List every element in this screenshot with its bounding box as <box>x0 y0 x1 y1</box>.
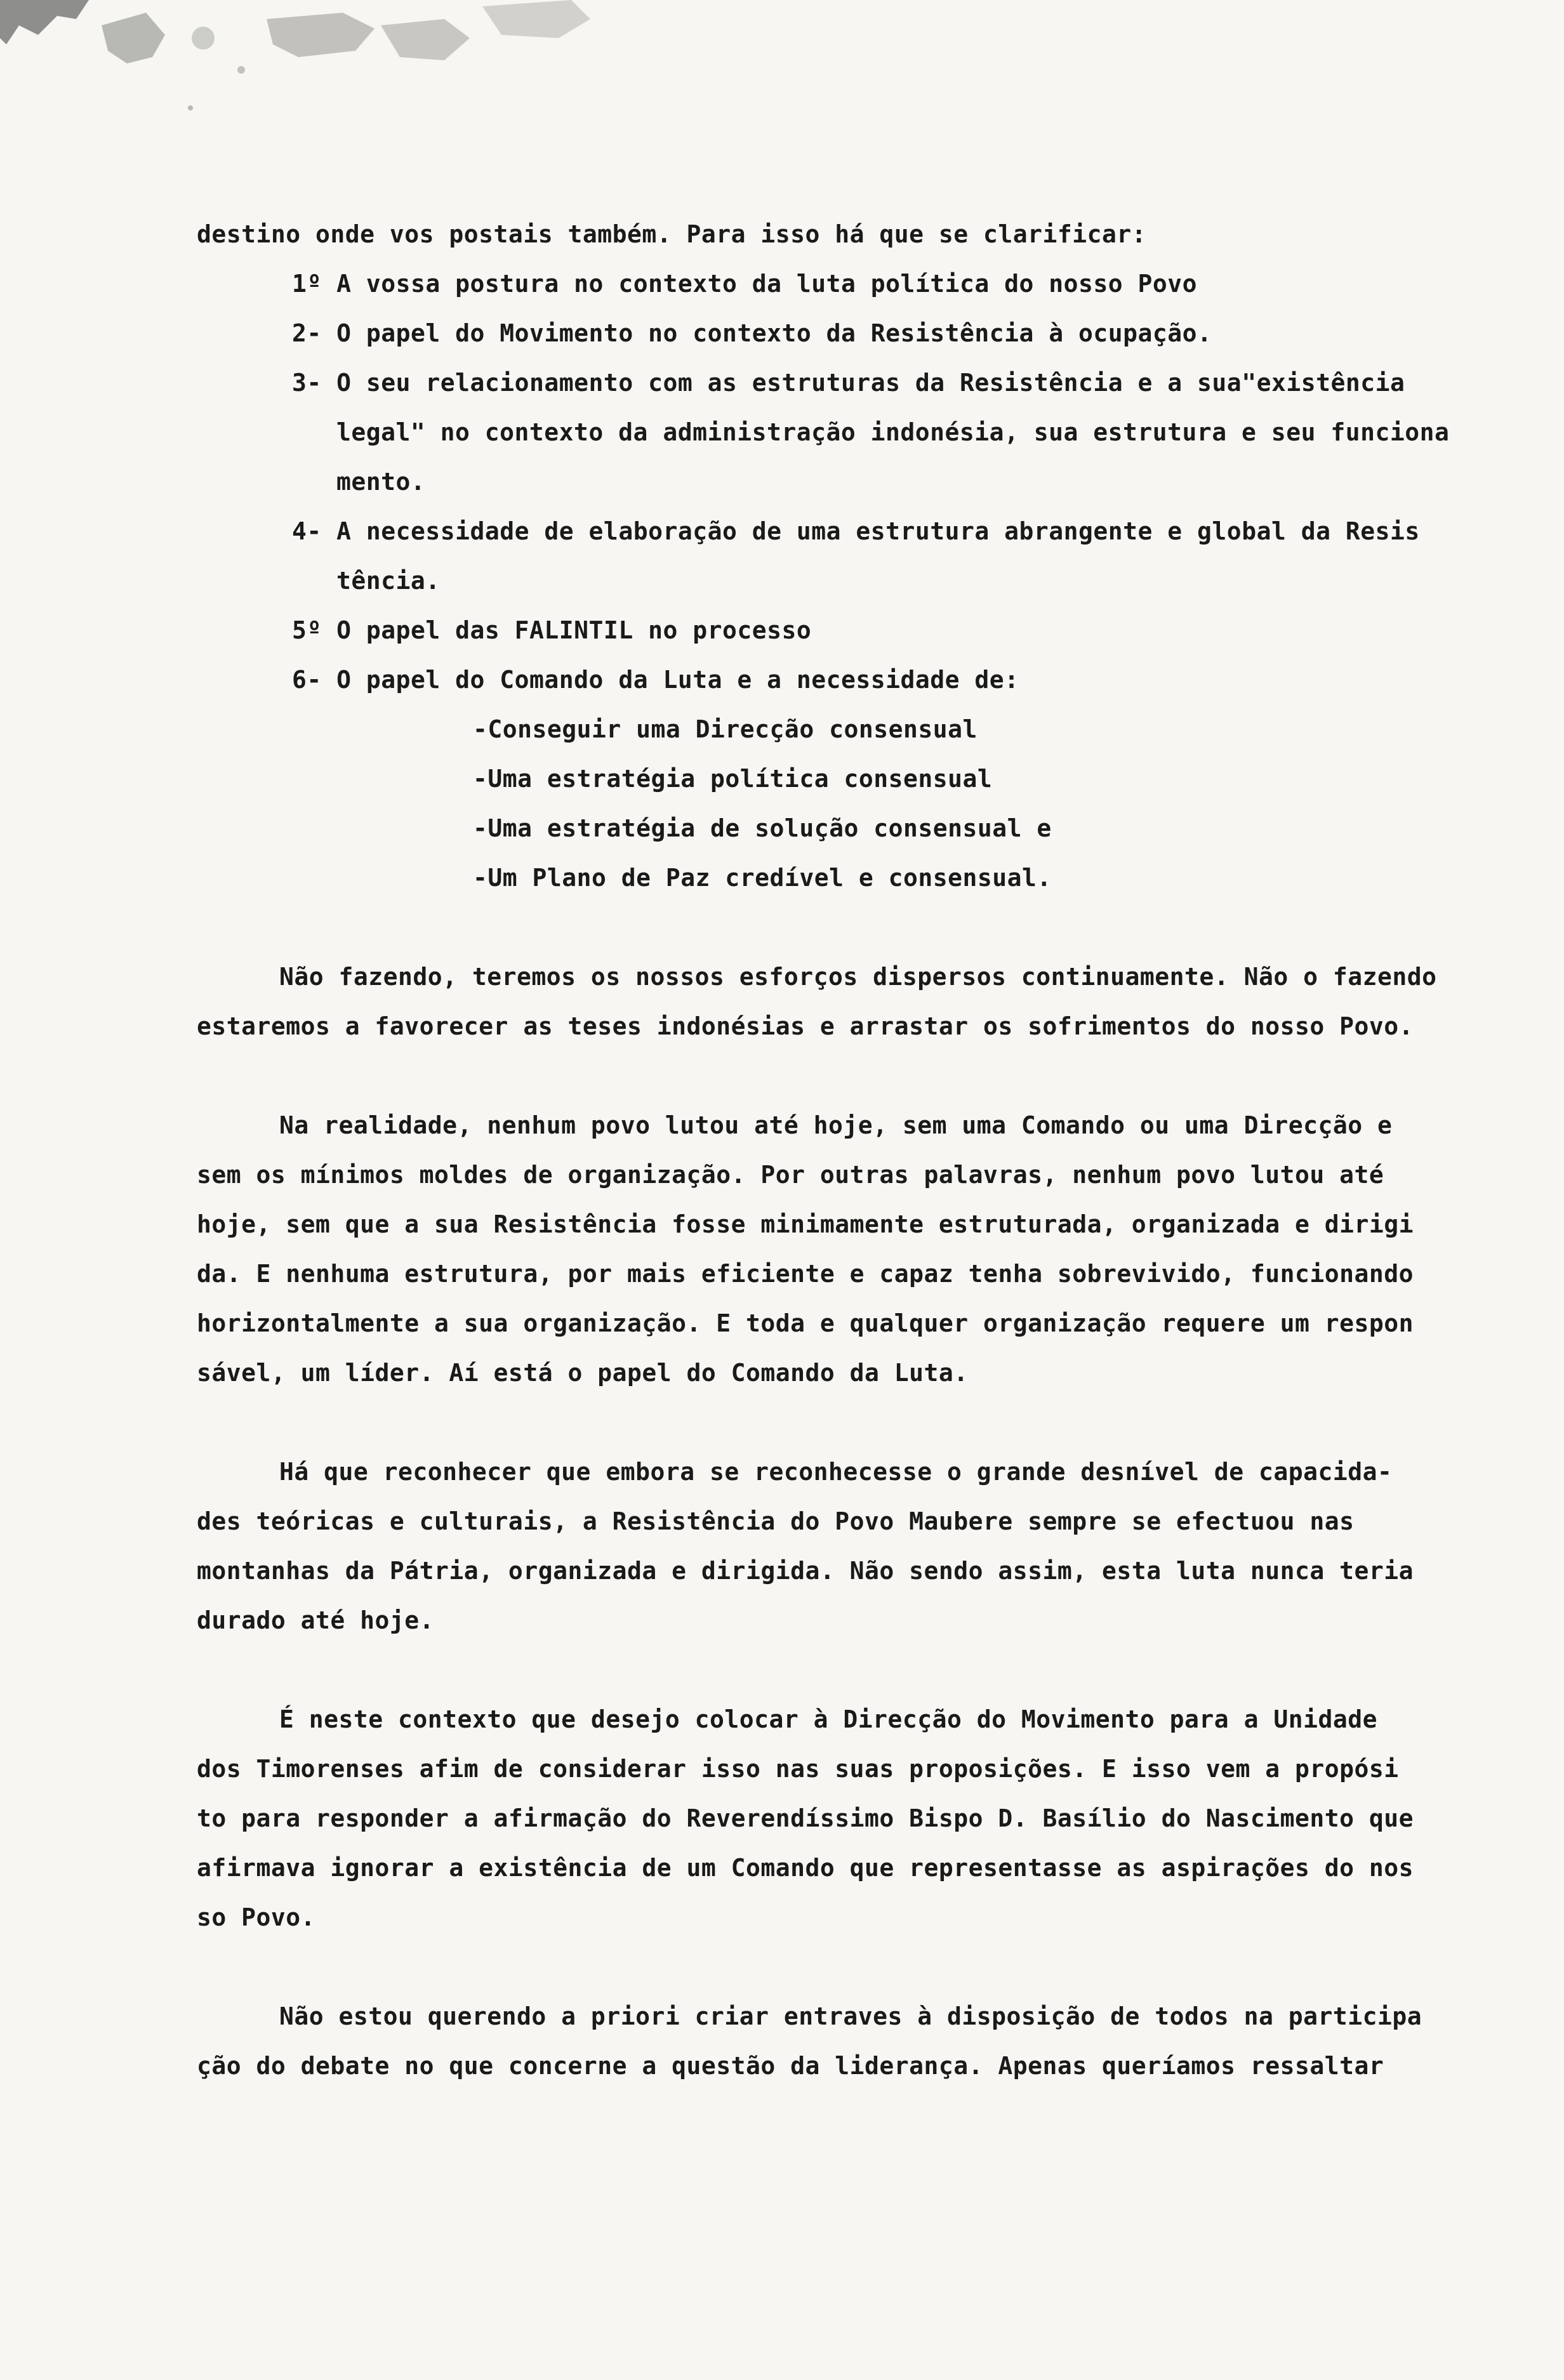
sub-item: -Um Plano de Paz credível e consensual. <box>473 864 1052 892</box>
paragraph-line: sável, um líder. Aí está o papel do Comando da Luta. <box>197 1359 969 1387</box>
paragraph-4 <box>197 1695 1517 1942</box>
list-item-3-cont: mento. <box>336 468 426 496</box>
paragraph-line: durado até hoje. <box>197 1606 435 1634</box>
list-item-1: 1º A vossa postura no contexto da luta política do nosso Povo <box>292 270 1198 298</box>
paragraph-line: Não fazendo, teremos os nossos esforços dispersos continuamente. Não o fazendo <box>279 963 1437 991</box>
list-item-3-cont: legal" no contexto da administração indonésia, sua estrutura e seu funciona <box>336 418 1450 446</box>
paragraph-3 <box>197 1447 1517 1645</box>
paragraph-line: dos Timorenses afim de considerar isso nas suas proposições. E isso vem a propósi <box>197 1755 1399 1783</box>
paragraph-line: É neste contexto que desejo colocar à Direcção do Movimento para a Unidade <box>279 1705 1377 1733</box>
list-item-4: 4- A necessidade de elaboração de uma estrutura abrangente e global da Resis <box>292 517 1420 545</box>
sub-item: -Uma estratégia política consensual <box>473 765 993 793</box>
paragraph-line: so Povo. <box>197 1903 316 1931</box>
paragraph-line: estaremos a favorecer as teses indonésias e arrastar os sofrimentos do nosso Povo. <box>197 1012 1414 1040</box>
paragraph-line: to para responder a afirmação do Reverendíssimo Bispo D. Basílio do Nascimento que <box>197 1804 1414 1832</box>
document-body <box>197 209 1517 2091</box>
paragraph-line: des teóricas e culturais, a Resistência do Povo Maubere sempre se efectuou nas <box>197 1507 1355 1535</box>
sub-item: -Conseguir uma Direcção consensual <box>473 715 978 743</box>
photocopy-smudge <box>0 0 609 127</box>
paragraph-line: montanhas da Pátria, organizada e dirigida. Não sendo assim, esta luta nunca teria <box>197 1557 1414 1585</box>
paragraph-2 <box>197 1101 1517 1398</box>
sub-list <box>197 704 1517 902</box>
numbered-list <box>197 259 1517 704</box>
list-item-5: 5º O papel das FALINTIL no processo <box>292 616 812 644</box>
list-item-4-cont: tência. <box>336 567 441 595</box>
paragraph-line: ção do debate no que concerne a questão da liderança. Apenas queríamos ressaltar <box>197 2052 1384 2080</box>
paragraph-line: Há que reconhecer que embora se reconhecesse o grande desnível de capacida- <box>279 1458 1393 1486</box>
sub-item: -Uma estratégia de solução consensual e <box>473 814 1052 842</box>
intro-line: destino onde vos postais também. Para isso há que se clarificar: <box>197 220 1147 248</box>
paragraph-line: Na realidade, nenhum povo lutou até hoje, sem uma Comando ou uma Direcção e <box>279 1111 1393 1139</box>
paragraph-line: afirmava ignorar a existência de um Comando que representasse as aspirações do nos <box>197 1854 1414 1882</box>
paragraph-5 <box>197 1992 1517 2091</box>
paragraph-line: horizontalmente a sua organização. E toda e qualquer organização requere um respon <box>197 1309 1414 1337</box>
paragraph-line: da. E nenhuma estrutura, por mais eficiente e capaz tenha sobrevivido, funcionando <box>197 1260 1414 1288</box>
list-item-3: 3- O seu relacionamento com as estruturas da Resistência e a sua"existência <box>292 369 1405 397</box>
paragraph-line: Não estou querendo a priori criar entraves à disposição de todos na participa <box>279 2002 1422 2030</box>
list-item-2: 2- O papel do Movimento no contexto da Resistência à ocupação. <box>292 319 1212 347</box>
paragraph-1 <box>197 952 1517 1051</box>
paragraph-line: sem os mínimos moldes de organização. Por outras palavras, nenhum povo lutou até <box>197 1161 1384 1189</box>
list-item-6: 6- O papel do Comando da Luta e a necessidade de: <box>292 666 1019 694</box>
paragraph-line: hoje, sem que a sua Resistência fosse minimamente estruturada, organizada e dirigi <box>197 1210 1414 1238</box>
